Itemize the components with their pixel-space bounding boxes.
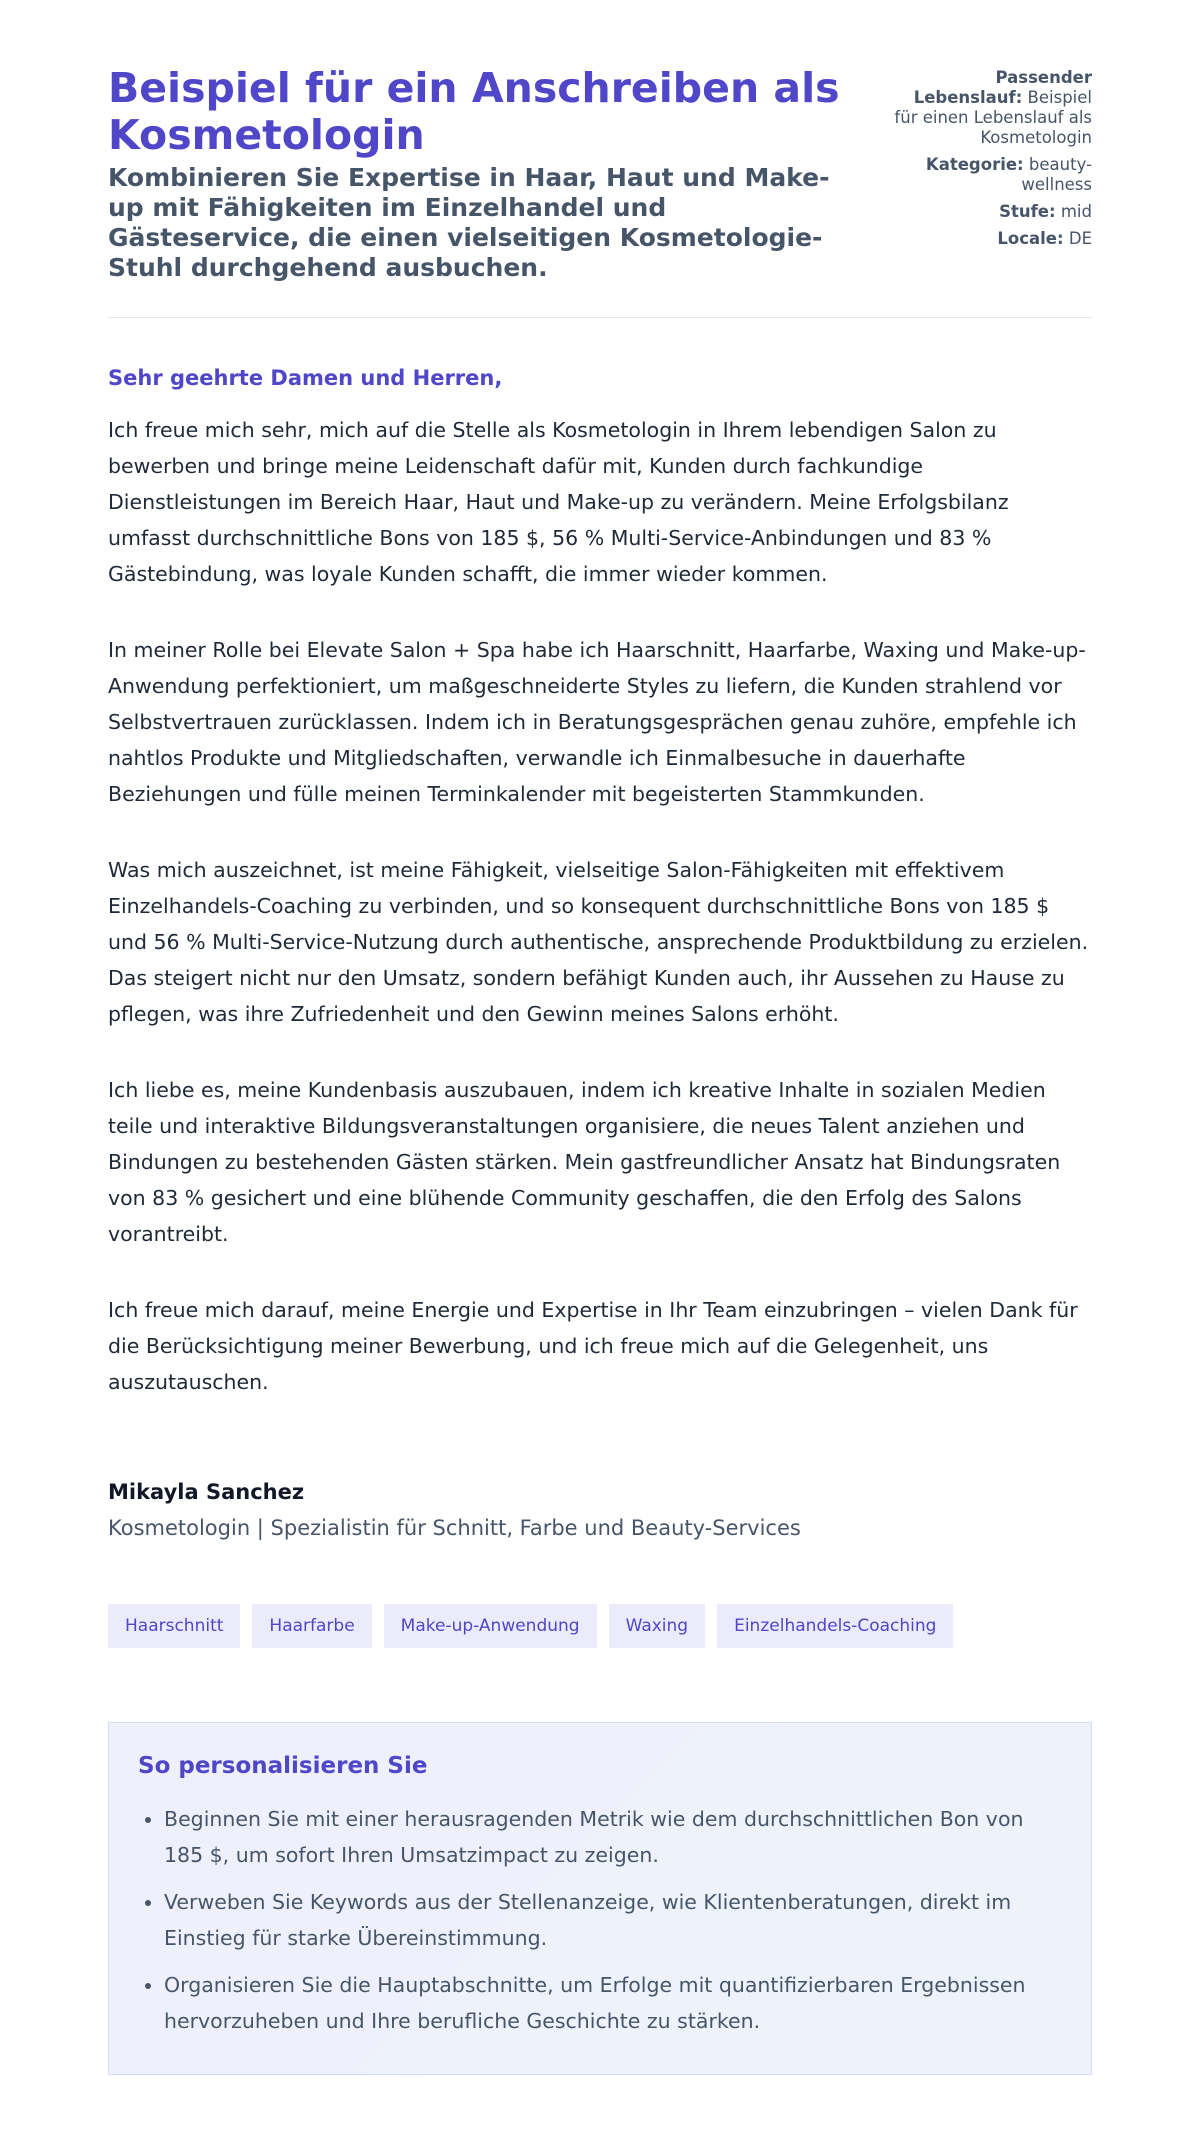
meta-category-value: beauty-wellness [1021,155,1092,194]
tips-list-item: • Beginnen Sie mit einer herausragenden Metrik wie dem durchschnittlichen Bon von 185 $, um sofort Ihren Umsatzimpact zu zeigen. [164,1801,1062,1873]
meta-resume-key: Passender Lebenslauf: [913,68,1092,107]
letter-paragraph: Ich freue mich darauf, meine Energie und Expertise in Ihr Team einzubringen – vielen Dank für die Berücksichtigung meiner Bewerbung, und ich freue mich auf die Gelegenheit, uns auszutauschen. [108,1298,1078,1394]
page-subtitle: Kombinieren Sie Expertise in Haar, Haut und Make-up mit Fähigkeiten im Einzelhandel und Gästeservice, die einen vielseitigen Kosmetologie-Stuhl durchgehend ausbuchen. [108,163,830,282]
meta-resume-value: Beispiel für einen Lebenslauf als Kosmetologin [894,88,1092,147]
meta-locale [892,229,1092,249]
meta-level [892,202,1092,222]
personalization-tips-box [108,1722,1092,2075]
tips-list-item: • Verweben Sie Keywords aus der Stellenanzeige, wie Klientenberatungen, direkt im Einstieg für starke Übereinstimmung. [164,1884,1062,1956]
skill-tags [108,1604,1092,1648]
letter-paragraph: In meiner Rolle bei Elevate Salon + Spa habe ich Haarschnitt, Haarfarbe, Waxing und Make-up-Anwendung perfektioniert, um maßgeschneiderte Styles zu liefern, die Kunden strahlend vor Selbstvertrauen zurücklassen. Indem ich in Beratungsgesprächen genau zuhöre, empfehle ich nahtlos Produkte und Mitgliedschaften, verwandle ich Einmalbesuche in dauerhafte Beziehungen und fülle meinen Terminkalender mit begeisterten Stammkunden. [108,638,1086,806]
header-divider [108,317,1092,318]
header-titles [108,65,848,283]
skill-tag[interactable]: Make-up-Anwendung [384,1604,597,1648]
tips-list [138,1801,1062,2039]
skill-tag[interactable]: Haarschnitt [108,1604,240,1648]
meta-level-value: mid [1060,202,1092,221]
tips-list-item: • Organisieren Sie die Hauptabschnitte, um Erfolge mit quantifizierbaren Ergebnissen hervorzuheben und Ihre berufliche Geschichte zu stärken. [164,1967,1062,2039]
meta-locale-value: DE [1068,229,1092,248]
letter-paragraph: Was mich auszeichnet, ist meine Fähigkeit, vielseitige Salon-Fähigkeiten mit effektivem Einzelhandels-Coaching zu verbinden, und so konsequent durchschnittliche Bons von 185 $ und 56 % Multi-Service-Nutzung durch authentische, ansprechende Produktbildung zu erzielen. Das steigert nicht nur den Umsatz, sondern befähigt Kunden auch, ihr Aussehen zu Hause zu pflegen, was ihre Zufriedenheit und den Gewinn meines Salons erhöht. [108,858,1089,1026]
letter-paragraph: Ich freue mich sehr, mich auf die Stelle als Kosmetologin in Ihrem lebendigen Salon zu bewerben und bringe meine Leidenschaft dafür mit, Kunden durch fachkundige Dienstleistungen im Bereich Haar, Haut und Make-up zu verändern. Meine Erfolgsbilanz umfasst durchschnittliche Bons von 185 $, 56 % Multi-Service-Anbindungen und 83 % Gästebindung, was loyale Kunden schafft, die immer wieder kommen. [108,418,1009,586]
skill-tag[interactable]: Waxing [609,1604,706,1648]
meta-panel [892,65,1092,256]
skill-tag[interactable]: Haarfarbe [252,1604,371,1648]
skill-tag[interactable]: Einzelhandels-Coaching [717,1604,953,1648]
tips-title: So personalisieren Sie [138,1753,428,1779]
meta-resume [892,68,1092,148]
meta-locale-key: Locale: [997,229,1064,248]
meta-category-key: Kategorie: [925,155,1024,174]
header [108,65,1092,283]
page-title: Beispiel für ein Anschreiben als Kosmetologin [108,64,840,159]
meta-level-key: Stufe: [999,202,1056,221]
letter-greeting: Sehr geehrte Damen und Herren, [108,366,503,390]
signature-name: Mikayla Sanchez [108,1480,305,1504]
letter-body [108,412,1092,1400]
letter-paragraph: Ich liebe es, meine Kundenbasis auszubauen, indem ich kreative Inhalte in sozialen Medien teile und interaktive Bildungsveranstaltungen organisiere, die neues Talent anziehen und Bindungen zu bestehenden Gästen stärken. Mein gastfreundlicher Ansatz hat Bindungsraten von 83 % gesichert und eine blühende Community geschaffen, die den Erfolg des Salons vorantreibt. [108,1078,1061,1246]
signature-role: Kosmetologin | Spezialistin für Schnitt, Farbe und Beauty-Services [108,1516,801,1540]
meta-category [892,155,1092,195]
